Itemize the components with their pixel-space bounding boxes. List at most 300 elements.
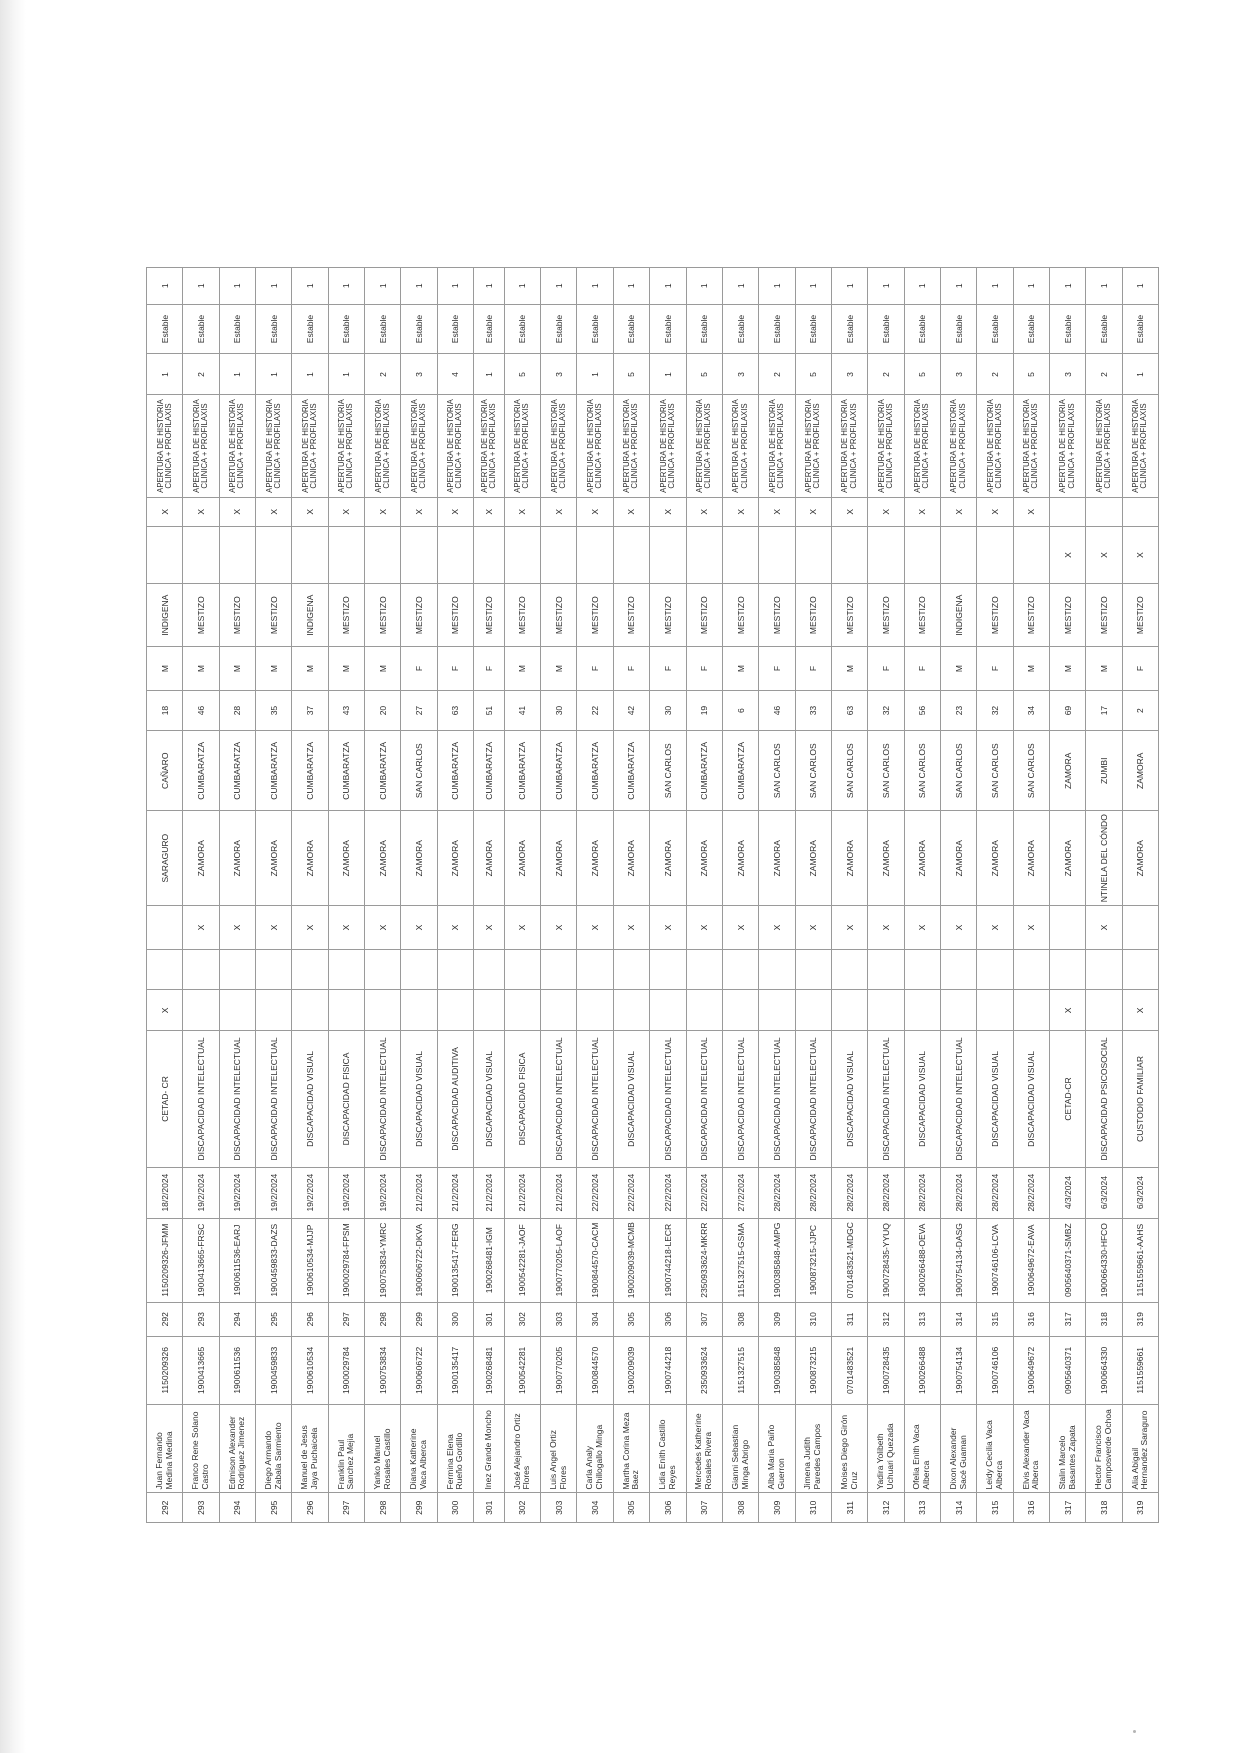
sequence-number-cell: 312	[868, 1302, 904, 1336]
sex-cell: M	[328, 647, 364, 690]
extra-mark-cell	[831, 527, 867, 584]
attention-mark-cell: X	[504, 497, 540, 527]
parish-cell: CUMBARATZA	[541, 731, 577, 811]
canton-mark-cell: X	[722, 906, 758, 949]
patient-name-cell: Manuel de Jesus Jaya Puchaicela	[292, 1404, 328, 1493]
age-cell: 42	[613, 690, 649, 731]
ethnicity-cell: MESTIZO	[795, 583, 831, 647]
extra-mark-cell	[256, 527, 292, 584]
sex-cell: M	[504, 647, 540, 690]
extra-mark-cell	[183, 527, 219, 584]
parish-cell: CUMBARATZA	[474, 731, 505, 811]
patient-name-cell: Edmison Alexander Rodriguez Jimenez	[219, 1404, 255, 1493]
row-number-cell: 296	[292, 1493, 328, 1523]
cetad-mark-cell	[1013, 990, 1049, 1031]
total-cell: 1	[904, 268, 940, 305]
other-mark-cell	[686, 949, 722, 990]
count-cell: 1	[219, 354, 255, 395]
disability-type-cell: DISCAPACIDAD VISUAL	[292, 1031, 328, 1167]
row-number-cell: 316	[1013, 1493, 1049, 1523]
extra-mark-cell	[940, 527, 976, 584]
activity-cell: APERTURA DE HISTORIA CLINICA + PROFILAXIS	[328, 395, 364, 497]
attention-mark-cell: X	[401, 497, 437, 527]
cetad-mark-cell	[613, 990, 649, 1031]
patient-code-cell: 1900542281-JAOF	[504, 1218, 540, 1302]
other-mark-cell	[474, 949, 505, 990]
count-cell: 2	[183, 354, 219, 395]
parish-cell: CUMBARATZA	[437, 731, 473, 811]
id-number-cell: 1900753834	[365, 1336, 401, 1404]
canton-cell: ZAMORA	[365, 811, 401, 906]
table-row	[474, 268, 505, 1523]
cetad-mark-cell	[328, 990, 364, 1031]
table-row	[650, 268, 686, 1523]
status-cell: Estable	[577, 304, 613, 354]
table-row	[183, 268, 219, 1523]
id-number-cell: 1900268481	[474, 1336, 505, 1404]
cetad-mark-cell	[577, 990, 613, 1031]
disability-type-cell: DISCAPACIDAD PSICOSOCIAL	[1086, 1031, 1122, 1167]
extra-mark-cell: X	[1086, 527, 1122, 584]
status-cell: Estable	[401, 304, 437, 354]
status-cell: Estable	[977, 304, 1013, 354]
id-number-cell: 1900385848	[759, 1336, 795, 1404]
other-mark-cell	[613, 949, 649, 990]
canton-cell: ZAMORA	[759, 811, 795, 906]
canton-cell: ZAMORA	[401, 811, 437, 906]
age-cell: 63	[831, 690, 867, 731]
patient-code-cell: 1900754134-DASG	[940, 1218, 976, 1302]
total-cell: 1	[183, 268, 219, 305]
parish-cell: SAN CARLOS	[1013, 731, 1049, 811]
scan-shadow-edge	[0, 0, 26, 1753]
sex-cell: M	[1049, 647, 1085, 690]
attention-mark-cell: X	[977, 497, 1013, 527]
patient-name-cell: Moises Diego Girón Cruz	[831, 1404, 867, 1493]
status-cell: Estable	[868, 304, 904, 354]
id-number-cell: 1900209039	[613, 1336, 649, 1404]
status-cell: Estable	[219, 304, 255, 354]
status-cell: Estable	[147, 304, 183, 354]
cetad-mark-cell	[541, 990, 577, 1031]
table-row	[541, 268, 577, 1523]
patient-code-cell: 1900135417-FERG	[437, 1218, 473, 1302]
activity-cell: APERTURA DE HISTORIA CLINICA + PROFILAXIS	[650, 395, 686, 497]
patient-name-cell: Jimena Judith Paredes Campos	[795, 1404, 831, 1493]
ethnicity-cell: INDIGENA	[292, 583, 328, 647]
activity-cell: APERTURA DE HISTORIA CLINICA + PROFILAXIS	[831, 395, 867, 497]
total-cell: 1	[577, 268, 613, 305]
sequence-number-cell: 308	[722, 1302, 758, 1336]
patient-code-cell: 0905640371-SMBZ	[1049, 1218, 1085, 1302]
row-number-cell: 303	[541, 1493, 577, 1523]
patient-name-cell: Carla Analy Chillogallo Minga	[577, 1404, 613, 1493]
parish-cell: ZAMORA	[1049, 731, 1085, 811]
cetad-mark-cell: X	[147, 990, 183, 1031]
patient-code-cell: 1900413665-FRSC	[183, 1218, 219, 1302]
patient-code-cell: 1900744218-LECR	[650, 1218, 686, 1302]
age-cell: 17	[1086, 690, 1122, 731]
status-cell: Estable	[1122, 304, 1158, 354]
patient-name-cell: Inez Grande Moncho	[474, 1404, 505, 1493]
sequence-number-cell: 313	[904, 1302, 940, 1336]
id-number-cell: 1900459833	[256, 1336, 292, 1404]
sequence-number-cell: 319	[1122, 1302, 1158, 1336]
table-row	[1122, 268, 1158, 1523]
row-number-cell: 297	[328, 1493, 364, 1523]
row-number-cell: 310	[795, 1493, 831, 1523]
age-cell: 63	[437, 690, 473, 731]
total-cell: 1	[977, 268, 1013, 305]
id-number-cell: 1900610534	[292, 1336, 328, 1404]
id-number-cell: 2350933624	[686, 1336, 722, 1404]
ethnicity-cell: MESTIZO	[759, 583, 795, 647]
patient-code-cell: 1900266488-OEVA	[904, 1218, 940, 1302]
id-number-cell: 1900744218	[650, 1336, 686, 1404]
sex-cell: F	[1122, 647, 1158, 690]
cetad-mark-cell	[686, 990, 722, 1031]
table-row	[256, 268, 292, 1523]
row-number-cell: 293	[183, 1493, 219, 1523]
row-number-cell: 294	[219, 1493, 255, 1523]
patient-code-cell: 2350933624-MKRR	[686, 1218, 722, 1302]
row-number-cell: 300	[437, 1493, 473, 1523]
sequence-number-cell: 295	[256, 1302, 292, 1336]
attention-date-cell: 22/2/2024	[577, 1167, 613, 1218]
sequence-number-cell: 294	[219, 1302, 255, 1336]
age-cell: 19	[686, 690, 722, 731]
cetad-mark-cell	[831, 990, 867, 1031]
patient-code-cell: 1900728435-YYUQ	[868, 1218, 904, 1302]
age-cell: 32	[868, 690, 904, 731]
attention-date-cell: 19/2/2024	[365, 1167, 401, 1218]
cetad-mark-cell	[868, 990, 904, 1031]
patient-name-cell: Fermina Elena Rueño Gordillo	[437, 1404, 473, 1493]
cetad-mark-cell	[650, 990, 686, 1031]
parish-cell: SAN CARLOS	[977, 731, 1013, 811]
patient-name-cell: Stalin Marcelo Basantes Zapata	[1049, 1404, 1085, 1493]
canton-cell: ZAMORA	[977, 811, 1013, 906]
parish-cell: SAN CARLOS	[650, 731, 686, 811]
activity-cell: APERTURA DE HISTORIA CLINICA + PROFILAXIS	[147, 395, 183, 497]
canton-cell: ZAMORA	[904, 811, 940, 906]
cetad-mark-cell	[183, 990, 219, 1031]
canton-cell: ZAMORA	[437, 811, 473, 906]
patient-name-cell: Yanko Manuel Rosales Castillo	[365, 1404, 401, 1493]
id-number-cell: 1900746106	[977, 1336, 1013, 1404]
canton-cell: ZAMORA	[504, 811, 540, 906]
count-cell: 5	[795, 354, 831, 395]
table-row	[1086, 268, 1122, 1523]
row-number-cell: 314	[940, 1493, 976, 1523]
sex-cell: F	[401, 647, 437, 690]
attention-mark-cell	[1122, 497, 1158, 527]
attention-date-cell: 21/2/2024	[437, 1167, 473, 1218]
other-mark-cell	[328, 949, 364, 990]
cetad-mark-cell	[292, 990, 328, 1031]
sex-cell: M	[219, 647, 255, 690]
count-cell: 1	[147, 354, 183, 395]
count-cell: 1	[256, 354, 292, 395]
sequence-number-cell: 311	[831, 1302, 867, 1336]
table-row	[759, 268, 795, 1523]
patient-code-cell: 0701483521-MDGC	[831, 1218, 867, 1302]
ethnicity-cell: MESTIZO	[401, 583, 437, 647]
sex-cell: M	[292, 647, 328, 690]
sequence-number-cell: 307	[686, 1302, 722, 1336]
activity-cell: APERTURA DE HISTORIA CLINICA + PROFILAXIS	[219, 395, 255, 497]
table-row	[795, 268, 831, 1523]
id-number-cell: 1900542281	[504, 1336, 540, 1404]
disability-type-cell: DISCAPACIDAD INTELECTUAL	[541, 1031, 577, 1167]
extra-mark-cell	[613, 527, 649, 584]
status-cell: Estable	[292, 304, 328, 354]
patient-name-cell: Juan Fernando Medina Medina	[147, 1404, 183, 1493]
age-cell: 2	[1122, 690, 1158, 731]
disability-type-cell: DISCAPACIDAD VISUAL	[474, 1031, 505, 1167]
age-cell: 32	[977, 690, 1013, 731]
ethnicity-cell: MESTIZO	[1122, 583, 1158, 647]
ethnicity-cell: MESTIZO	[365, 583, 401, 647]
age-cell: 43	[328, 690, 364, 731]
sequence-number-cell: 310	[795, 1302, 831, 1336]
disability-type-cell: CETAD- CR	[147, 1031, 183, 1167]
age-cell: 28	[219, 690, 255, 731]
patient-code-cell: 1900664330-HFCO	[1086, 1218, 1122, 1302]
row-number-cell: 306	[650, 1493, 686, 1523]
table-body	[147, 268, 1159, 1523]
total-cell: 1	[722, 268, 758, 305]
total-cell: 1	[686, 268, 722, 305]
activity-cell: APERTURA DE HISTORIA CLINICA + PROFILAXIS	[868, 395, 904, 497]
sequence-number-cell: 300	[437, 1302, 473, 1336]
attention-mark-cell: X	[759, 497, 795, 527]
canton-mark-cell: X	[256, 906, 292, 949]
patient-code-cell: 1900268481-IGM	[474, 1218, 505, 1302]
id-number-cell: 1900649672	[1013, 1336, 1049, 1404]
other-mark-cell	[577, 949, 613, 990]
attention-date-cell: 27/2/2024	[722, 1167, 758, 1218]
canton-mark-cell: X	[504, 906, 540, 949]
table-row	[401, 268, 437, 1523]
age-cell: 30	[650, 690, 686, 731]
canton-cell: NTINELA DEL CÓNDO	[1086, 811, 1122, 906]
extra-mark-cell	[868, 527, 904, 584]
total-cell: 1	[474, 268, 505, 305]
extra-mark-cell	[577, 527, 613, 584]
other-mark-cell	[292, 949, 328, 990]
sequence-number-cell: 303	[541, 1302, 577, 1336]
attention-mark-cell: X	[541, 497, 577, 527]
ethnicity-cell: MESTIZO	[1086, 583, 1122, 647]
cetad-mark-cell	[504, 990, 540, 1031]
status-cell: Estable	[328, 304, 364, 354]
parish-cell: ZAMORA	[1122, 731, 1158, 811]
sex-cell: M	[183, 647, 219, 690]
sequence-number-cell: 316	[1013, 1302, 1049, 1336]
canton-cell: ZAMORA	[686, 811, 722, 906]
ethnicity-cell: MESTIZO	[613, 583, 649, 647]
table-row	[977, 268, 1013, 1523]
cetad-mark-cell: X	[1049, 990, 1085, 1031]
disability-type-cell: DISCAPACIDAD VISUAL	[401, 1031, 437, 1167]
cetad-mark-cell	[795, 990, 831, 1031]
id-number-cell: 1900664330	[1086, 1336, 1122, 1404]
sex-cell: F	[437, 647, 473, 690]
status-cell: Estable	[759, 304, 795, 354]
sex-cell: M	[722, 647, 758, 690]
attention-date-cell: 6/3/2024	[1086, 1167, 1122, 1218]
total-cell: 1	[401, 268, 437, 305]
parish-cell: CUMBARATZA	[365, 731, 401, 811]
id-number-cell: 1900029784	[328, 1336, 364, 1404]
cetad-mark-cell	[759, 990, 795, 1031]
age-cell: 20	[365, 690, 401, 731]
attention-date-cell: 6/3/2024	[1122, 1167, 1158, 1218]
canton-mark-cell	[1049, 906, 1085, 949]
cetad-mark-cell	[722, 990, 758, 1031]
canton-mark-cell: X	[292, 906, 328, 949]
canton-cell: SARAGURO	[147, 811, 183, 906]
sequence-number-cell: 296	[292, 1302, 328, 1336]
sequence-number-cell: 301	[474, 1302, 505, 1336]
total-cell: 1	[219, 268, 255, 305]
cetad-mark-cell	[401, 990, 437, 1031]
row-number-cell: 318	[1086, 1493, 1122, 1523]
canton-cell: ZAMORA	[183, 811, 219, 906]
activity-cell: APERTURA DE HISTORIA CLINICA + PROFILAXIS	[613, 395, 649, 497]
status-cell: Estable	[1049, 304, 1085, 354]
count-cell: 1	[474, 354, 505, 395]
age-cell: 22	[577, 690, 613, 731]
patient-code-cell: 1900611536-EARJ	[219, 1218, 255, 1302]
parish-cell: CUMBARATZA	[504, 731, 540, 811]
id-number-cell: 1900844570	[577, 1336, 613, 1404]
row-number-cell: 305	[613, 1493, 649, 1523]
row-number-cell: 308	[722, 1493, 758, 1523]
attention-date-cell: 19/2/2024	[292, 1167, 328, 1218]
other-mark-cell	[437, 949, 473, 990]
patient-code-cell: 1900385848-AMPG	[759, 1218, 795, 1302]
extra-mark-cell	[147, 527, 183, 584]
sex-cell: M	[147, 647, 183, 690]
table-row	[365, 268, 401, 1523]
status-cell: Estable	[437, 304, 473, 354]
parish-cell: ZUMBI	[1086, 731, 1122, 811]
canton-mark-cell: X	[1013, 906, 1049, 949]
sequence-number-cell: 304	[577, 1302, 613, 1336]
total-cell: 1	[292, 268, 328, 305]
canton-mark-cell: X	[977, 906, 1013, 949]
total-cell: 1	[437, 268, 473, 305]
age-cell: 18	[147, 690, 183, 731]
attention-mark-cell: X	[940, 497, 976, 527]
patient-name-cell: Martha Corina Meza Baez	[613, 1404, 649, 1493]
sequence-number-cell: 293	[183, 1302, 219, 1336]
attention-date-cell: 19/2/2024	[328, 1167, 364, 1218]
parish-cell: CUMBARATZA	[613, 731, 649, 811]
status-cell: Estable	[1013, 304, 1049, 354]
canton-cell: ZAMORA	[1013, 811, 1049, 906]
attention-mark-cell: X	[613, 497, 649, 527]
row-number-cell: 307	[686, 1493, 722, 1523]
id-number-cell: 0905640371	[1049, 1336, 1085, 1404]
other-mark-cell	[219, 949, 255, 990]
activity-cell: APERTURA DE HISTORIA CLINICA + PROFILAXIS	[722, 395, 758, 497]
patient-code-cell: 1900610534-MJJP	[292, 1218, 328, 1302]
activity-cell: APERTURA DE HISTORIA CLINICA + PROFILAXIS	[504, 395, 540, 497]
status-cell: Estable	[541, 304, 577, 354]
row-number-cell: 295	[256, 1493, 292, 1523]
extra-mark-cell	[904, 527, 940, 584]
disability-type-cell: DISCAPACIDAD AUDITIVA	[437, 1031, 473, 1167]
age-cell: 56	[904, 690, 940, 731]
table-row	[328, 268, 364, 1523]
canton-mark-cell	[1122, 906, 1158, 949]
attention-date-cell: 28/2/2024	[940, 1167, 976, 1218]
parish-cell: CUMBARATZA	[256, 731, 292, 811]
id-number-cell: 1900413665	[183, 1336, 219, 1404]
count-cell: 1	[328, 354, 364, 395]
total-cell: 1	[759, 268, 795, 305]
table-row	[147, 268, 183, 1523]
table-row	[504, 268, 540, 1523]
activity-cell: APERTURA DE HISTORIA CLINICA + PROFILAXIS	[1049, 395, 1085, 497]
activity-cell: APERTURA DE HISTORIA CLINICA + PROFILAXIS	[940, 395, 976, 497]
activity-cell: APERTURA DE HISTORIA CLINICA + PROFILAXIS	[541, 395, 577, 497]
sex-cell: F	[613, 647, 649, 690]
disability-type-cell: DISCAPACIDAD INTELECTUAL	[650, 1031, 686, 1167]
count-cell: 4	[437, 354, 473, 395]
canton-mark-cell: X	[541, 906, 577, 949]
count-cell: 1	[1122, 354, 1158, 395]
canton-mark-cell: X	[219, 906, 255, 949]
total-cell: 1	[940, 268, 976, 305]
disability-type-cell: DISCAPACIDAD VISUAL	[1013, 1031, 1049, 1167]
patient-name-cell: Leidy Cecilia Vaca Alberca	[977, 1404, 1013, 1493]
parish-cell: CUMBARATZA	[328, 731, 364, 811]
canton-cell: ZAMORA	[219, 811, 255, 906]
disability-type-cell: DISCAPACIDAD INTELECTUAL	[759, 1031, 795, 1167]
other-mark-cell	[401, 949, 437, 990]
canton-mark-cell: X	[650, 906, 686, 949]
total-cell: 1	[1086, 268, 1122, 305]
parish-cell: SAN CARLOS	[868, 731, 904, 811]
disability-type-cell: CETAD-CR	[1049, 1031, 1085, 1167]
other-mark-cell	[365, 949, 401, 990]
other-mark-cell	[1013, 949, 1049, 990]
id-number-cell: 1900728435	[868, 1336, 904, 1404]
age-cell: 27	[401, 690, 437, 731]
id-number-cell: 1900266488	[904, 1336, 940, 1404]
attention-mark-cell: X	[904, 497, 940, 527]
total-cell: 1	[1049, 268, 1085, 305]
patient-code-cell: 1900029784-FPSM	[328, 1218, 364, 1302]
canton-cell: ZAMORA	[474, 811, 505, 906]
activity-cell: APERTURA DE HISTORIA CLINICA + PROFILAXIS	[686, 395, 722, 497]
table-row	[1013, 268, 1049, 1523]
count-cell: 5	[1013, 354, 1049, 395]
parish-cell: SAN CARLOS	[904, 731, 940, 811]
age-cell: 33	[795, 690, 831, 731]
attention-date-cell: 21/2/2024	[541, 1167, 577, 1218]
age-cell: 23	[940, 690, 976, 731]
patient-name-cell: Diego Armando Zabala Sarmiento	[256, 1404, 292, 1493]
attention-date-cell: 28/2/2024	[868, 1167, 904, 1218]
other-mark-cell	[904, 949, 940, 990]
parish-cell: CUMBARATZA	[183, 731, 219, 811]
ethnicity-cell: MESTIZO	[474, 583, 505, 647]
